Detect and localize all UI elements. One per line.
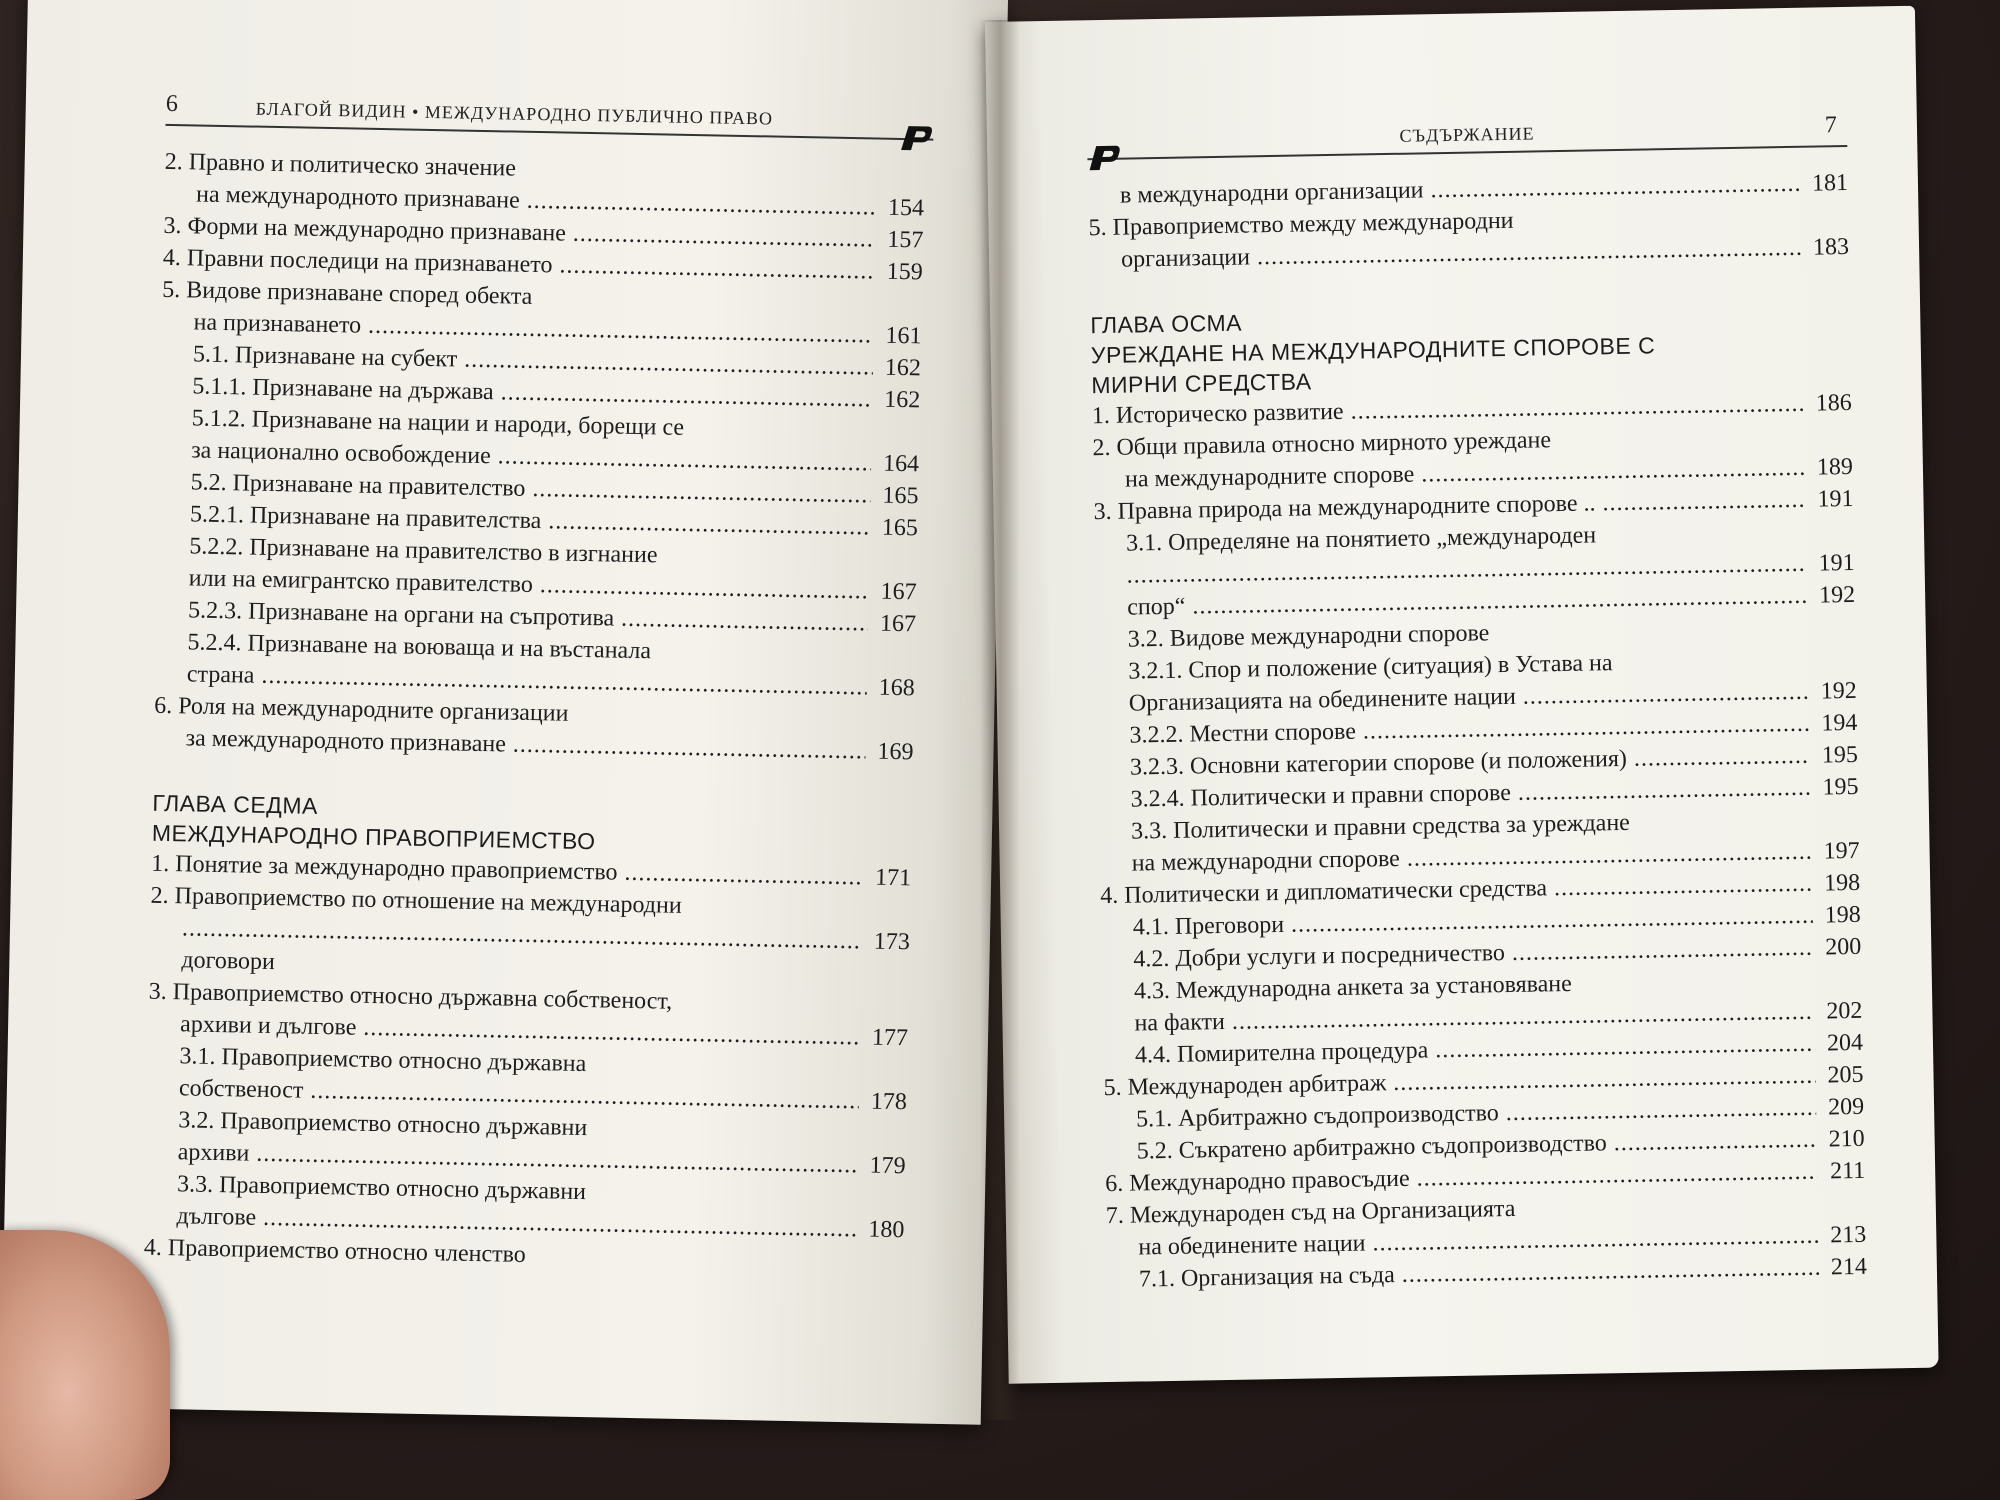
toc-entry-title: Правоприемство относно държавна [221, 1044, 587, 1078]
toc-entry-page: 191 [1817, 485, 1854, 513]
toc-entry-title: Спор и положение (ситуация) в Устава на [1188, 650, 1613, 684]
toc-entry-page: 177 [871, 1024, 909, 1052]
toc-entry-title: Международно правосъдие ..... [1129, 1156, 1817, 1200]
toc-entry-title: спор“ ..... [1127, 580, 1807, 624]
toc-entry-title: Политически и правни спорове ..... [1190, 772, 1810, 815]
toc-entry-number: 1. [1091, 402, 1117, 430]
toc-entry-number: 5. [162, 276, 187, 304]
toc-entry-number: 1. [151, 850, 176, 878]
toc-entry-number: 3.2. [1127, 625, 1171, 653]
toc-entry-number: 3.2.4. [1130, 785, 1191, 813]
toc-entry-page: 214 [1830, 1253, 1868, 1281]
toc-entry-title: Понятие за международно правоприемство ..... [175, 848, 863, 893]
right-page-header [1087, 105, 1848, 160]
toc-entry-number: 5.1.2. [191, 405, 253, 433]
toc-entry-title: за национално освобождение ..... [191, 434, 871, 479]
toc-entry-number: 5.1.1. [192, 373, 253, 401]
chapter-title: МЕЖДУНАРОДНО ПРАВОПРИЕМСТВО [151, 819, 596, 855]
toc-entry-page: 198 [1823, 869, 1861, 897]
toc-entry-page [1814, 986, 1862, 987]
toc-entry-page: 186 [1815, 389, 1853, 417]
toc-entry-page: 164 [882, 450, 920, 478]
toc-entry-title: Добри услуги и посредничество ..... [1175, 932, 1813, 975]
right-page-number: 7 [1824, 112, 1838, 139]
toc-entry-title: Помирителна процедура ..... [1177, 1028, 1815, 1071]
toc-entry-title: Организацията на обединените нации ..... [1129, 676, 1809, 720]
toc-entry-page: 159 [886, 258, 924, 286]
toc-entry-title: собственост ..... [179, 1072, 859, 1117]
toc-entry-title: за международното признаване ..... [185, 722, 865, 767]
toc-entry-title: Международна анкета за установяване [1175, 970, 1573, 1004]
toc-entry-number: 5.2. [1136, 1137, 1179, 1165]
toc-entry-number: 4.4. [1134, 1041, 1178, 1069]
toc-entry-title: или на емигрантско правителство ..... [188, 562, 868, 607]
toc-entry-title: Признаване на правителство ..... [232, 467, 870, 511]
left-page [1, 0, 1008, 1425]
toc-entry-title: в международни организации ..... [1120, 168, 1800, 212]
toc-entry-title: Видове признаване според обекта [186, 277, 533, 310]
toc-entry-title: Основни категории спорове (и положения) ..... [1190, 740, 1810, 783]
toc-entry-page: 178 [870, 1088, 908, 1116]
toc-entry-number: 3.3. [176, 1171, 220, 1199]
toc-entry-number: 3. [1093, 498, 1118, 526]
toc-entry-page: 168 [878, 674, 916, 702]
toc-entry-page: 210 [1828, 1125, 1865, 1153]
toc-entry-title: Правоприемство относно държавни [218, 1172, 587, 1206]
toc-entry-page: 204 [1826, 1029, 1864, 1057]
toc-entry-number: 5. [1103, 1074, 1128, 1102]
left-page-header [165, 84, 934, 141]
toc-entry-number: 6. [1105, 1170, 1130, 1198]
chapter-heading [1090, 297, 1851, 400]
toc-entry-number: 5.2.4. [187, 629, 248, 657]
right-running-title: СЪДЪРЖАНИЕ [1399, 123, 1535, 146]
toc-entry-title: Съкратено арбитражно съдопроизводство ..... [1178, 1124, 1816, 1167]
toc-entry-number: 5. [1088, 214, 1113, 242]
toc-entry-title: Международен съд на Организацията [1129, 1195, 1516, 1229]
toc-entry-number: 3. [163, 212, 188, 240]
toc-entry-title: дългове ..... [176, 1200, 856, 1245]
toc-entry-number: 4. [1100, 882, 1125, 910]
toc-entry-page: 162 [884, 354, 922, 382]
toc-entry-page: 197 [1823, 837, 1860, 865]
toc-entry-number: 3. [148, 978, 174, 1006]
open-book [20, 0, 1980, 1440]
toc-entry-title: архиви и дългове ..... [180, 1008, 860, 1053]
toc-entry-number: 3.2. [178, 1107, 221, 1135]
left-toc [144, 146, 925, 1278]
toc-entry-page: 171 [874, 864, 912, 892]
toc-entry-title: на международните спорове ..... [1125, 452, 1805, 496]
toc-entry-title: архиви ..... [177, 1136, 857, 1181]
toc-entry-title: Видове международни спорове [1169, 620, 1490, 652]
toc-entry-page [1801, 222, 1849, 223]
toc-entry-number: 5.2.3. [187, 597, 249, 625]
toc-entry-page: 195 [1822, 773, 1859, 801]
toc-entry-number: 4.1. [1132, 913, 1176, 941]
toc-entry-title: Политически и правни средства за уреждане [1172, 809, 1631, 844]
chapter-title: УРЕЖДАНЕ НА МЕЖДУНАРОДНИТЕ СПОРОВЕ С [1090, 332, 1656, 369]
toc-entry-page [867, 662, 915, 663]
toc-entry-page: 165 [882, 482, 919, 510]
toc-entry-page [872, 438, 920, 439]
toc-entry-title: Правоприемство между международни [1112, 207, 1514, 241]
toc-entry-number: 3.1. [179, 1043, 222, 1071]
toc-entry-title: Признаване на правителства ..... [250, 500, 871, 544]
toc-entry-page: 173 [873, 928, 911, 956]
toc-entry-page [1804, 442, 1852, 443]
toc-entry-page: 213 [1830, 1221, 1867, 1249]
toc-entry-page [869, 566, 917, 567]
toc-entry-page: 195 [1821, 741, 1859, 769]
toc-entry-number: 5.2.2. [189, 533, 250, 561]
right-toc [1088, 167, 1867, 1296]
left-running-title: БЛАГОЙ ВИДИН • МЕЖДУНАРОДНО ПУБЛИЧНО ПРАВО [255, 98, 774, 129]
toc-entry-page [866, 726, 914, 727]
chapter-label: ГЛАВА ОСМА [1090, 309, 1243, 339]
toc-entry-page: 167 [880, 578, 917, 606]
toc-entry-page [862, 916, 910, 917]
toc-entry-title: договори [181, 947, 276, 976]
toc-entry-title: на факти ..... [1134, 996, 1814, 1040]
toc-entry-title: страна ..... [187, 658, 867, 703]
toc-entry-title: на обединените нации ..... [1138, 1220, 1818, 1264]
toc-entry-page: 167 [879, 610, 917, 638]
toc-entry-title: Правни последици на признаването ..... [187, 242, 875, 287]
toc-entry-number: 5.2.1. [189, 501, 251, 529]
toc-entry-title: Правоприемство относно държавни [220, 1108, 588, 1142]
toc-entry-page [1808, 634, 1856, 635]
toc-entry-title: на международното признаване ..... [196, 178, 876, 223]
toc-entry-number: 3.1. [1125, 529, 1169, 557]
toc-entry-title: Правоприемство по отношение на международни [174, 883, 682, 919]
toc-entry-title: Преговори ..... [1175, 900, 1813, 943]
toc-entry-title: Признаване на държава ..... [252, 372, 873, 416]
toc-entry-number: 3.2.1. [1128, 657, 1189, 685]
toc-entry-page: 183 [1812, 233, 1850, 261]
toc-entry-page: 205 [1827, 1061, 1864, 1089]
toc-entry-number: 4.2. [1133, 945, 1176, 973]
toc-entry-number: 5.1. [192, 341, 236, 369]
toc-entry-page [857, 1204, 905, 1205]
left-page-number: 6 [165, 90, 179, 118]
toc-entry-title: Признаване на субект ..... [235, 339, 873, 383]
toc-entry-title: Признаване на воюваща и на въстанала [247, 630, 652, 665]
toc-entry-number: 5.1. [1135, 1105, 1179, 1133]
toc-entry-title: Правно и политическо значение [188, 149, 517, 182]
toc-entry-page [1818, 1210, 1866, 1211]
toc-entry-page [874, 310, 922, 311]
toc-entry-title: Форми на международно признаване ..... [187, 210, 875, 255]
toc-entry-title: Историческо развитие ..... [1116, 388, 1804, 432]
toc-entry-title: Роля на международните организации [178, 693, 569, 727]
toc-entry-page: 192 [1818, 581, 1856, 609]
toc-entry-page: 191 [1818, 549, 1855, 577]
publisher-logo-icon [899, 124, 934, 153]
toc-entry-number: 7. [1105, 1202, 1131, 1230]
chapter-title2: МИРНИ СРЕДСТВА [1091, 368, 1312, 399]
toc-entry-page: 162 [884, 386, 921, 414]
toc-entry-title: Определяне на понятието „международен [1167, 522, 1597, 556]
toc-entry-number: 4. [143, 1234, 169, 1262]
toc-entry-title: Правна природа на международните спорове .. ..... [1117, 484, 1805, 528]
toc-entry-title: Признаване на органи на съпротива ..... [248, 596, 869, 640]
toc-entry-title: на признаването ..... [193, 306, 873, 351]
toc-entry-number: 2. [1092, 434, 1117, 462]
toc-entry-page: 194 [1821, 709, 1858, 737]
toc-entry-page: 211 [1829, 1157, 1866, 1185]
toc-entry-page: 198 [1824, 901, 1861, 929]
toc-entry-page [1811, 826, 1859, 827]
toc-entry-title: Местни спорове ..... [1189, 708, 1809, 751]
toc-entry-page: 209 [1827, 1093, 1865, 1121]
toc-entry-page [1806, 538, 1854, 539]
toc-entry-page: 180 [868, 1216, 905, 1244]
toc-entry-page: 181 [1811, 169, 1849, 197]
toc-entry-number: 3.3. [1130, 817, 1174, 845]
right-page [985, 6, 1939, 1384]
toc-entry-page [861, 1012, 909, 1013]
toc-entry-title: на международни спорове ..... [1131, 836, 1811, 880]
toc-entry-page: 161 [885, 322, 922, 350]
toc-entry-title: Правоприемство относно членство [167, 1235, 527, 1268]
toc-entry-number: 5.2. [190, 469, 233, 497]
toc-entry-title: Арбитражно съдопроизводство ..... [1178, 1092, 1816, 1135]
toc-entry-title: Политически и дипломатически средства ..... [1124, 868, 1812, 912]
toc-entry-number: 3.2.2. [1129, 721, 1190, 749]
toc-entry-page [876, 183, 924, 184]
toc-entry-page: 200 [1825, 933, 1862, 961]
toc-entry-page [856, 1268, 904, 1269]
toc-entry-page [858, 1140, 906, 1141]
chapter-label: ГЛАВА СЕДМА [152, 789, 319, 819]
toc-entry-title: Международен арбитраж ..... [1127, 1060, 1815, 1104]
toc-entry-page: 169 [877, 738, 914, 766]
toc-entry-page: 179 [869, 1152, 906, 1180]
toc-entry-title: организации ..... [1121, 232, 1801, 276]
toc-entry-page: 154 [887, 194, 925, 222]
toc-entry-page: 165 [881, 514, 919, 542]
toc-entry-number: 2. [150, 882, 175, 910]
toc-entry-page [1808, 666, 1856, 667]
toc-entry-page: 157 [887, 226, 924, 254]
toc-entry-number: 4. [162, 244, 188, 272]
toc-entry-title: Организация на съда ..... [1181, 1252, 1819, 1295]
toc-entry-number: 2. [164, 148, 189, 176]
toc-entry-title: Признаване на правителство в изгнание [249, 534, 658, 569]
toc-entry-number: 3.2.3. [1129, 753, 1191, 781]
toc-entry-title: Признаване на нации и народи, борещи се [251, 406, 685, 441]
toc-entry-number: 7.1. [1138, 1265, 1182, 1293]
toc-entry-page [861, 980, 909, 981]
toc-entry-page: 189 [1816, 453, 1854, 481]
toc-entry-title: Правоприемство относно държавна собственост, [172, 979, 673, 1015]
toc-entry-title: Общи правила относно мирното уреждане [1116, 427, 1552, 461]
toc-entry-page: 202 [1826, 997, 1863, 1025]
toc-entry-number: 6. [154, 692, 179, 720]
toc-entry-page: 192 [1820, 677, 1858, 705]
toc-entry-number: 4.3. [1133, 977, 1177, 1005]
toc-entry-page [859, 1076, 907, 1077]
